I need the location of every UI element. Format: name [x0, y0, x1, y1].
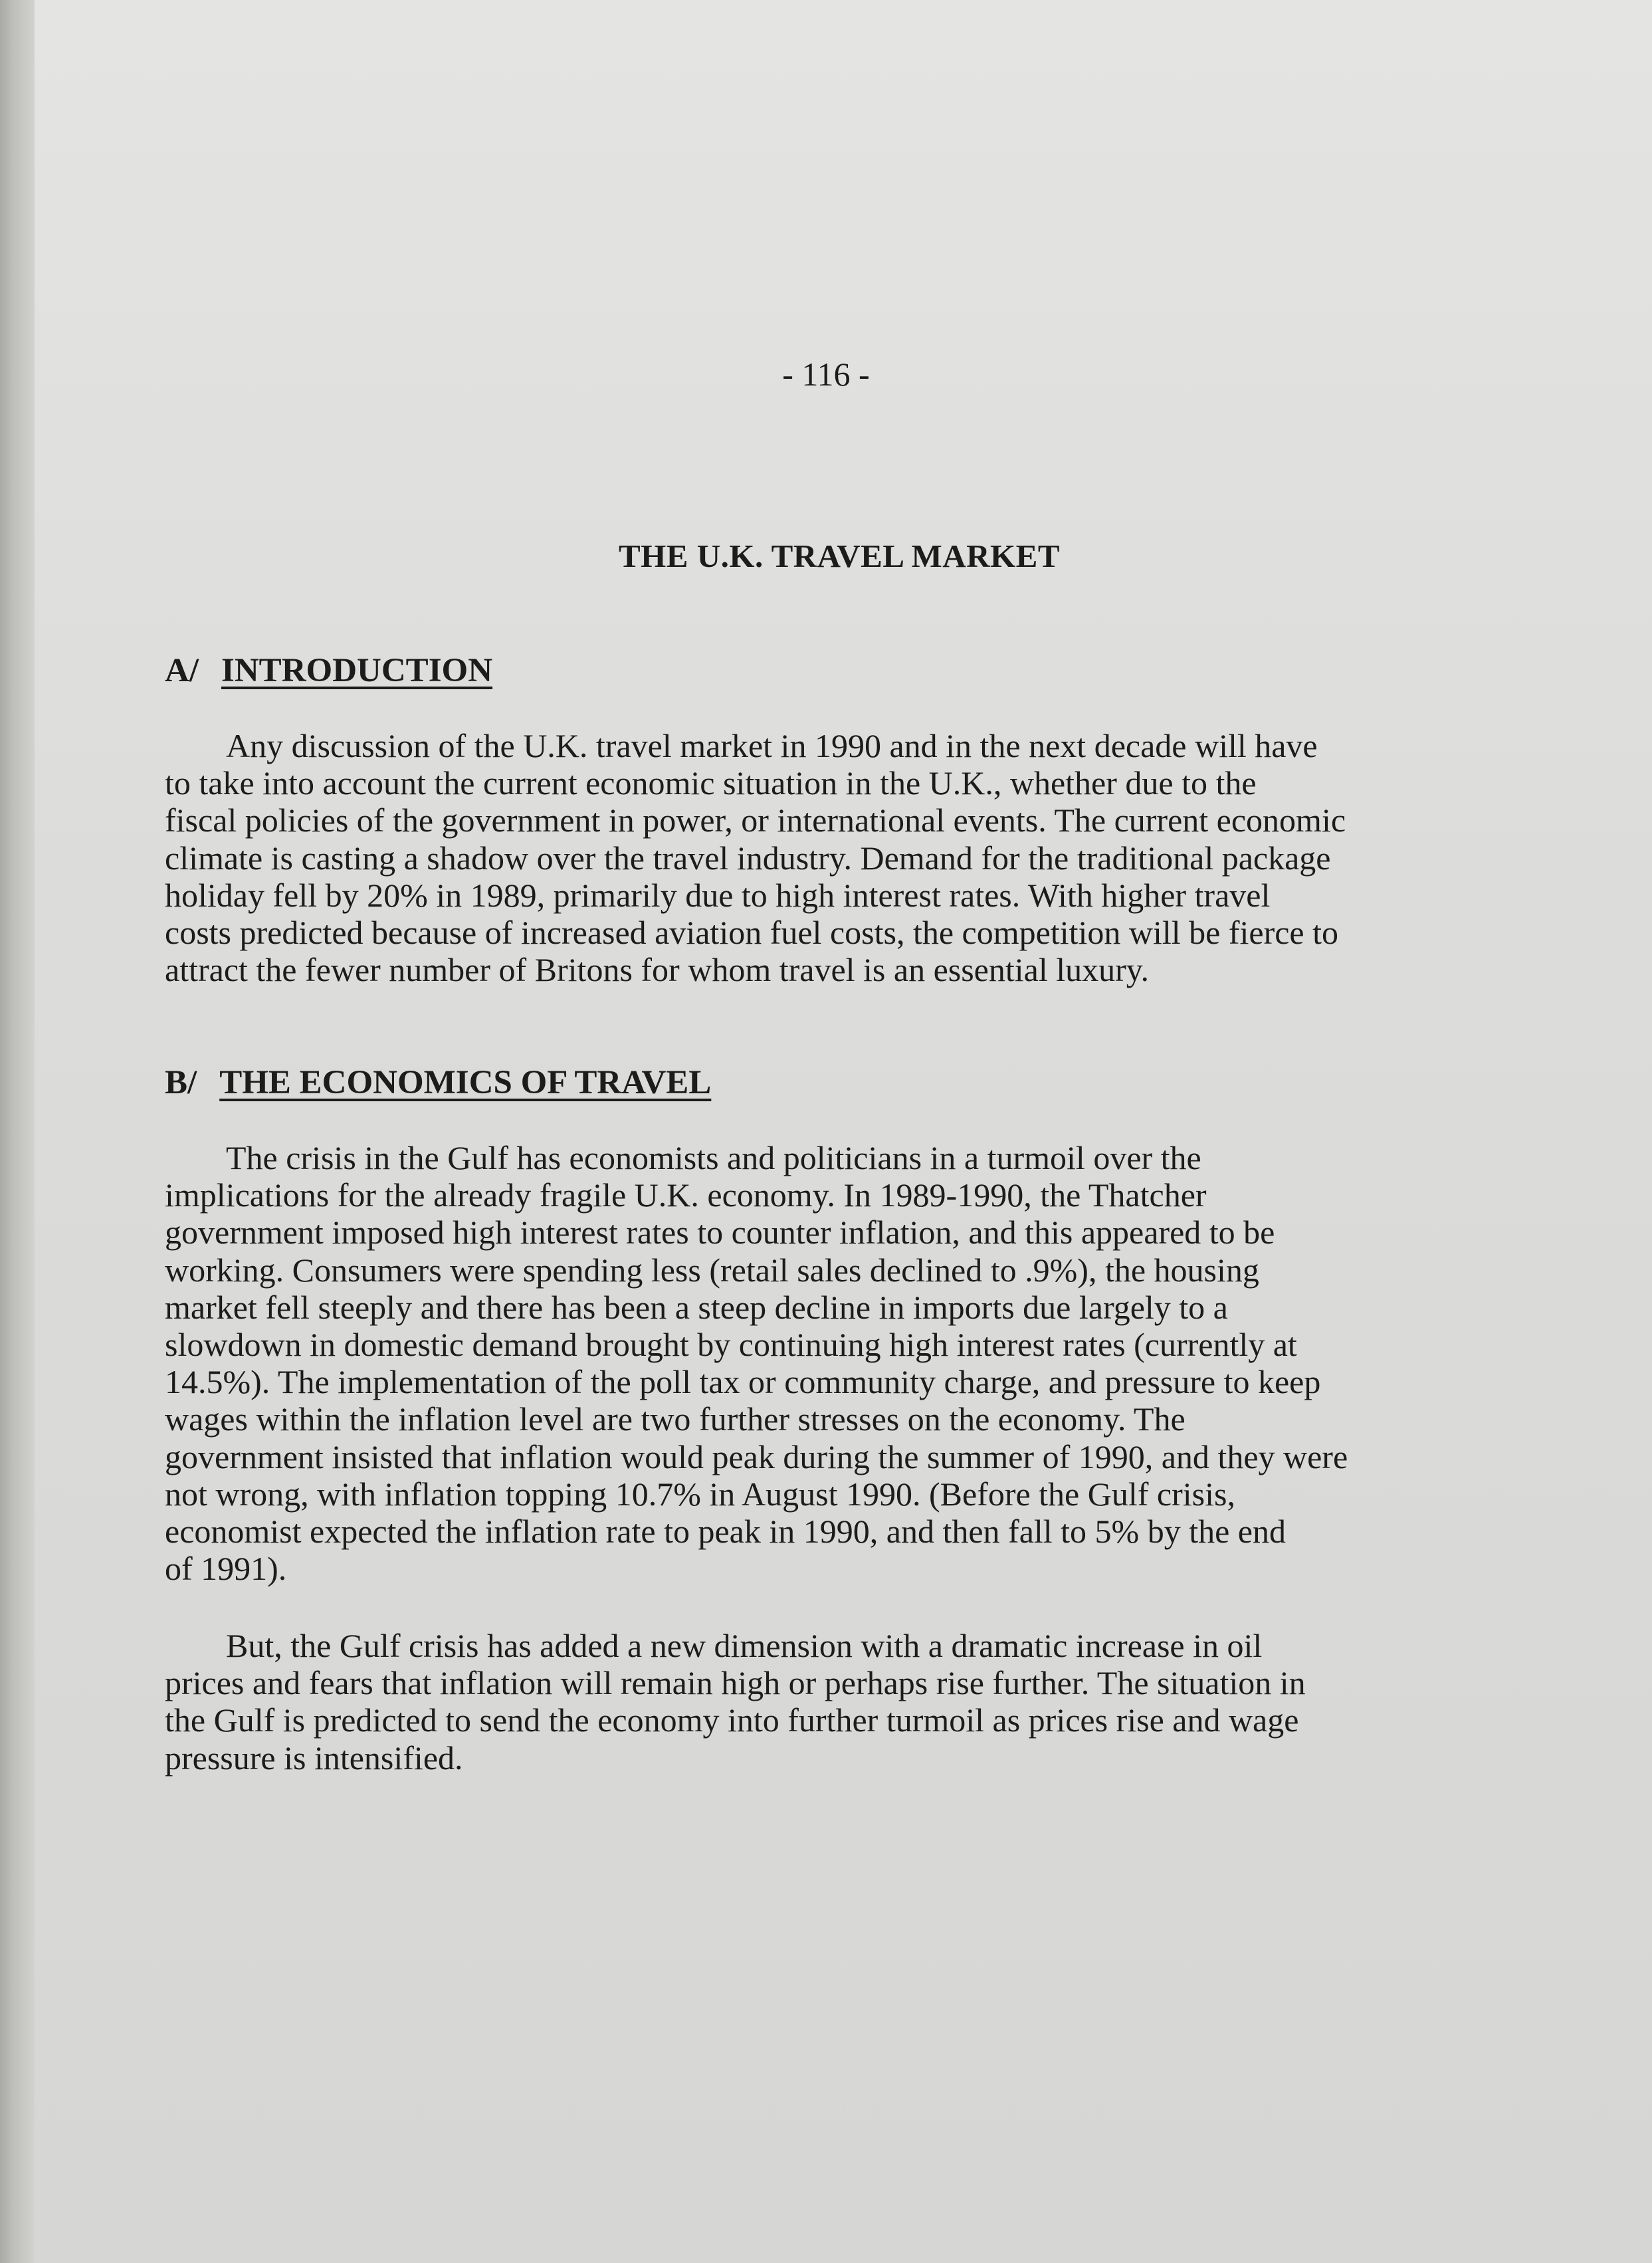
binding-edge [0, 0, 35, 2263]
text-line: slowdown in domestic demand brought by continuing high interest rates (currently at [165, 1326, 1297, 1364]
text-line: market fell steeply and there has been a steep decline in imports due largely to a [165, 1288, 1228, 1326]
text-line: the Gulf is predicted to send the economy into further turmoil as prices rise and wage [165, 1701, 1299, 1739]
text-line: The crisis in the Gulf has economists and politicians in a turmoil over the [226, 1139, 1201, 1176]
text-line: 14.5%). The implementation of the poll tax or community charge, and pressure to keep [165, 1363, 1321, 1401]
section-heading-introduction [165, 647, 492, 694]
text-line: of 1991). [165, 1550, 287, 1588]
text-line: wages within the inflation level are two further stresses on the economy. The [165, 1400, 1186, 1438]
paragraph-gulf-dimension [165, 1627, 1507, 1777]
text-line: fiscal policies of the government in power, or international events. The current economic [165, 802, 1346, 839]
text-line: pressure is intensified. [165, 1739, 463, 1777]
text-line: holiday fell by 20% in 1989, primarily due to high interest rates. With higher travel [165, 876, 1271, 914]
text-line: climate is casting a shadow over the travel industry. Demand for the traditional package [165, 839, 1331, 877]
document-title: THE U.K. TRAVEL MARKET [618, 538, 1061, 574]
text-line: working. Consumers were spending less (retail sales declined to .9%), the housing [165, 1251, 1259, 1289]
paragraph-gulf-crisis [165, 1139, 1507, 1587]
section-heading-text: INTRODUCTION [221, 652, 493, 689]
section-marker: B/ [165, 1064, 197, 1101]
section-heading-economics-of-travel [165, 1059, 711, 1106]
section-marker: A/ [165, 652, 199, 689]
text-line: costs predicted because of increased aviation fuel costs, the competition will be fierce to [165, 914, 1339, 952]
text-line: government imposed high interest rates to counter inflation, and this appeared to be [165, 1214, 1275, 1251]
text-line: prices and fears that inflation will remain high or perhaps rise further. The situation in [165, 1664, 1306, 1702]
text-line: Any discussion of the U.K. travel market in 1990 and in the next decade will have [226, 727, 1318, 764]
text-line: attract the fewer number of Britons for whom travel is an essential luxury. [165, 951, 1150, 989]
text-line: not wrong, with inflation topping 10.7% in August 1990. (Before the Gulf crisis, [165, 1475, 1235, 1513]
text-line: But, the Gulf crisis has added a new dimension with a dramatic increase in oil [226, 1627, 1263, 1664]
text-line: economist expected the inflation rate to peak in 1990, and then fall to 5% by the end [165, 1513, 1286, 1551]
text-line: implications for the already fragile U.K. economy. In 1989-1990, the Thatcher [165, 1176, 1207, 1214]
text-line: to take into account the current economic situation in the U.K., whether due to the [165, 764, 1257, 802]
section-heading-text: THE ECONOMICS OF TRAVEL [219, 1064, 712, 1101]
page-number: - 116 - [782, 356, 870, 393]
paragraph-introduction [165, 727, 1507, 988]
text-line: government insisted that inflation would peak during the summer of 1990, and they were [165, 1438, 1348, 1475]
